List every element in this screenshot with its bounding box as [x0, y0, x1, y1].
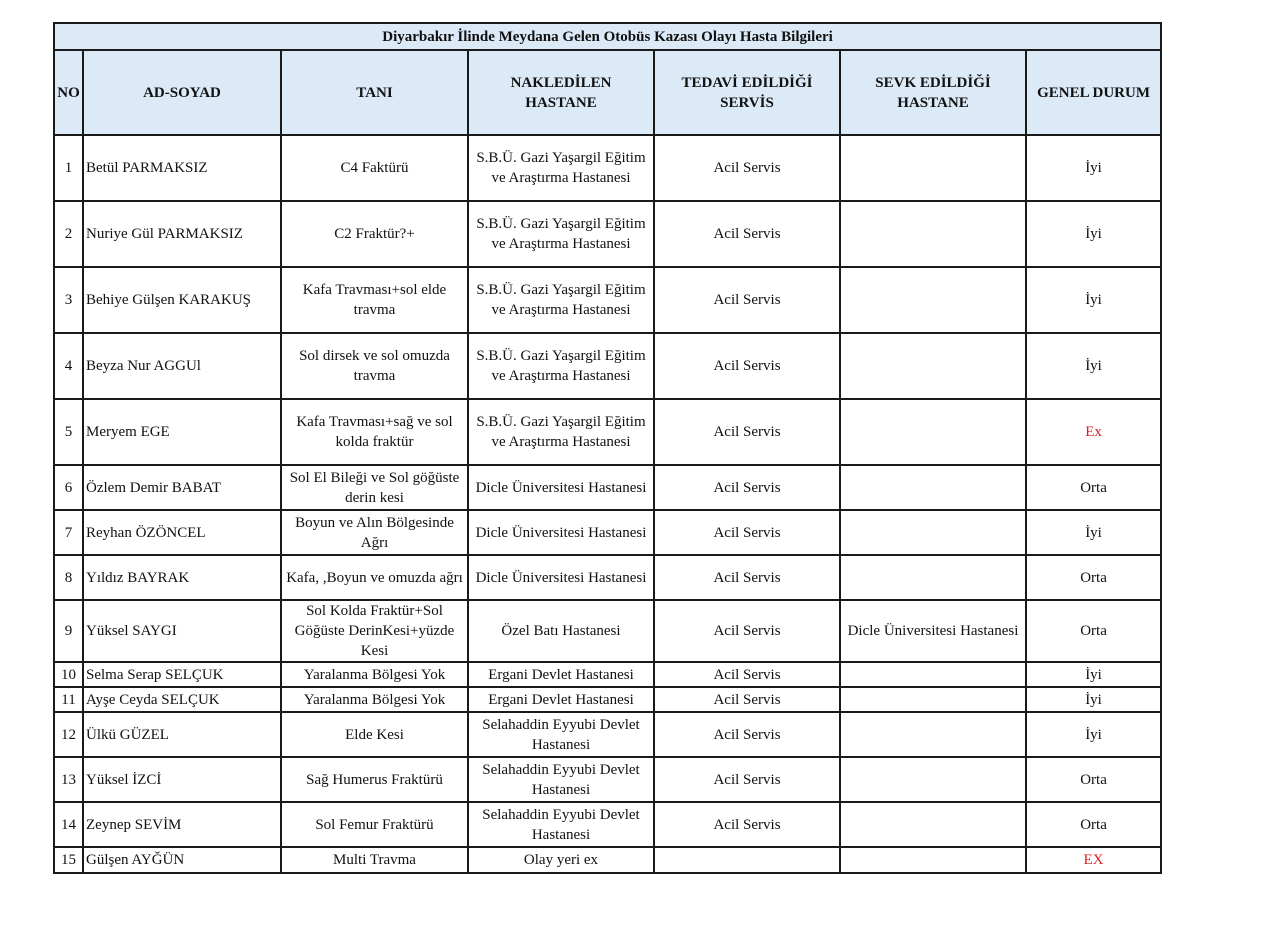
- table-row: [54, 399, 1161, 465]
- table-row: [54, 687, 1161, 712]
- cell-service: Acil Servis: [654, 600, 840, 662]
- cell-referred: [840, 757, 1026, 802]
- table-row: [54, 757, 1161, 802]
- cell-name: Özlem Demir BABAT: [83, 465, 281, 510]
- cell-no: 13: [54, 757, 83, 802]
- cell-diagnosis: Sağ Humerus Fraktürü: [281, 757, 468, 802]
- cell-referred: [840, 802, 1026, 847]
- cell-diagnosis: Yaralanma Bölgesi Yok: [281, 687, 468, 712]
- cell-name: Betül PARMAKSIZ: [83, 135, 281, 201]
- cell-service: Acil Servis: [654, 201, 840, 267]
- cell-no: 7: [54, 510, 83, 555]
- cell-hospital: S.B.Ü. Gazi Yaşargil Eğitim ve Araştırma Hastanesi: [468, 201, 654, 267]
- cell-diagnosis: Kafa Travması+sağ ve sol kolda fraktür: [281, 399, 468, 465]
- header-row: [54, 50, 1161, 135]
- cell-name: Ülkü GÜZEL: [83, 712, 281, 757]
- cell-name: Ayşe Ceyda SELÇUK: [83, 687, 281, 712]
- cell-status: İyi: [1026, 510, 1161, 555]
- cell-service: Acil Servis: [654, 802, 840, 847]
- cell-hospital: Olay yeri ex: [468, 847, 654, 873]
- cell-hospital: Selahaddin Eyyubi Devlet Hastanesi: [468, 802, 654, 847]
- cell-service: Acil Servis: [654, 399, 840, 465]
- header-referred-label: SEVK EDİLDİĞİ HASTANE: [875, 74, 991, 111]
- cell-no: 2: [54, 201, 83, 267]
- cell-hospital: Dicle Üniversitesi Hastanesi: [468, 555, 654, 600]
- cell-referred: [840, 555, 1026, 600]
- cell-service: Acil Servis: [654, 687, 840, 712]
- cell-no: 9: [54, 600, 83, 662]
- cell-hospital: S.B.Ü. Gazi Yaşargil Eğitim ve Araştırma Hastanesi: [468, 333, 654, 399]
- cell-no: 3: [54, 267, 83, 333]
- cell-referred: [840, 267, 1026, 333]
- cell-no: 11: [54, 687, 83, 712]
- cell-referred: [840, 662, 1026, 687]
- cell-referred: [840, 465, 1026, 510]
- table-row: [54, 600, 1161, 662]
- cell-status: Orta: [1026, 555, 1161, 600]
- title-row: [54, 23, 1161, 50]
- header-service-label: TEDAVİ EDİLDİĞİ SERVİS: [681, 74, 813, 111]
- cell-service: Acil Servis: [654, 555, 840, 600]
- table-row: [54, 662, 1161, 687]
- cell-name: Selma Serap SELÇUK: [83, 662, 281, 687]
- cell-no: 14: [54, 802, 83, 847]
- cell-hospital: Dicle Üniversitesi Hastanesi: [468, 465, 654, 510]
- cell-status: Orta: [1026, 465, 1161, 510]
- cell-service: Acil Servis: [654, 712, 840, 757]
- cell-diagnosis: Multi Travma: [281, 847, 468, 873]
- cell-hospital: Dicle Üniversitesi Hastanesi: [468, 510, 654, 555]
- cell-no: 6: [54, 465, 83, 510]
- cell-no: 5: [54, 399, 83, 465]
- cell-no: 4: [54, 333, 83, 399]
- table-row: [54, 267, 1161, 333]
- table-row: [54, 465, 1161, 510]
- cell-hospital: Özel Batı Hastanesi: [468, 600, 654, 662]
- cell-hospital: Selahaddin Eyyubi Devlet Hastanesi: [468, 712, 654, 757]
- header-status: GENEL DURUM: [1026, 50, 1161, 135]
- cell-hospital: Ergani Devlet Hastanesi: [468, 687, 654, 712]
- cell-status: Orta: [1026, 757, 1161, 802]
- cell-diagnosis: Sol Kolda Fraktür+Sol Göğüste DerinKesi+yüzde Kesi: [281, 600, 468, 662]
- header-service: [654, 50, 840, 135]
- patient-table: [53, 22, 1162, 874]
- cell-no: 10: [54, 662, 83, 687]
- cell-status: İyi: [1026, 333, 1161, 399]
- cell-status: İyi: [1026, 662, 1161, 687]
- cell-referred: [840, 712, 1026, 757]
- table-row: [54, 510, 1161, 555]
- cell-name: Gülşen AYĞÜN: [83, 847, 281, 873]
- header-hospital-label: NAKLEDİLEN HASTANE: [510, 74, 612, 111]
- cell-hospital: S.B.Ü. Gazi Yaşargil Eğitim ve Araştırma Hastanesi: [468, 267, 654, 333]
- cell-name: Yüksel SAYGI: [83, 600, 281, 662]
- header-name: AD-SOYAD: [83, 50, 281, 135]
- cell-name: Nuriye Gül PARMAKSIZ: [83, 201, 281, 267]
- cell-no: 8: [54, 555, 83, 600]
- cell-service: [654, 847, 840, 873]
- header-diagnosis: TANI: [281, 50, 468, 135]
- cell-diagnosis: Elde Kesi: [281, 712, 468, 757]
- cell-name: Reyhan ÖZÖNCEL: [83, 510, 281, 555]
- cell-diagnosis: Sol dirsek ve sol omuzda travma: [281, 333, 468, 399]
- cell-referred: [840, 510, 1026, 555]
- cell-no: 15: [54, 847, 83, 873]
- cell-hospital: Selahaddin Eyyubi Devlet Hastanesi: [468, 757, 654, 802]
- cell-diagnosis: Kafa Travması+sol elde travma: [281, 267, 468, 333]
- cell-status: Orta: [1026, 600, 1161, 662]
- cell-hospital: Ergani Devlet Hastanesi: [468, 662, 654, 687]
- table-body: [54, 135, 1161, 873]
- cell-diagnosis: Kafa, ,Boyun ve omuzda ağrı: [281, 555, 468, 600]
- cell-status: İyi: [1026, 201, 1161, 267]
- cell-diagnosis: Yaralanma Bölgesi Yok: [281, 662, 468, 687]
- cell-no: 12: [54, 712, 83, 757]
- cell-diagnosis: C2 Fraktür?+: [281, 201, 468, 267]
- cell-name: Yüksel İZCİ: [83, 757, 281, 802]
- cell-status: İyi: [1026, 712, 1161, 757]
- cell-referred: [840, 135, 1026, 201]
- cell-diagnosis: C4 Faktürü: [281, 135, 468, 201]
- header-no: NO: [54, 50, 83, 135]
- cell-status: Orta: [1026, 802, 1161, 847]
- cell-service: Acil Servis: [654, 510, 840, 555]
- cell-status: İyi: [1026, 135, 1161, 201]
- cell-referred: Dicle Üniversitesi Hastanesi: [840, 600, 1026, 662]
- cell-referred: [840, 333, 1026, 399]
- cell-status: EX: [1026, 847, 1161, 873]
- cell-service: Acil Servis: [654, 662, 840, 687]
- table-row: [54, 712, 1161, 757]
- cell-service: Acil Servis: [654, 465, 840, 510]
- header-hospital: [468, 50, 654, 135]
- cell-name: Beyza Nur AGGUl: [83, 333, 281, 399]
- cell-service: Acil Servis: [654, 757, 840, 802]
- cell-diagnosis: Boyun ve Alın Bölgesinde Ağrı: [281, 510, 468, 555]
- cell-referred: [840, 201, 1026, 267]
- cell-diagnosis: Sol Femur Fraktürü: [281, 802, 468, 847]
- table-row: [54, 333, 1161, 399]
- cell-hospital: S.B.Ü. Gazi Yaşargil Eğitim ve Araştırma Hastanesi: [468, 135, 654, 201]
- table-row: [54, 135, 1161, 201]
- cell-hospital: S.B.Ü. Gazi Yaşargil Eğitim ve Araştırma Hastanesi: [468, 399, 654, 465]
- table-row: [54, 555, 1161, 600]
- cell-no: 1: [54, 135, 83, 201]
- cell-name: Yıldız BAYRAK: [83, 555, 281, 600]
- cell-name: Meryem EGE: [83, 399, 281, 465]
- header-referred: [840, 50, 1026, 135]
- table-row: [54, 201, 1161, 267]
- cell-name: Zeynep SEVİM: [83, 802, 281, 847]
- cell-status: Ex: [1026, 399, 1161, 465]
- cell-name: Behiye Gülşen KARAKUŞ: [83, 267, 281, 333]
- cell-service: Acil Servis: [654, 267, 840, 333]
- cell-status: İyi: [1026, 687, 1161, 712]
- cell-service: Acil Servis: [654, 135, 840, 201]
- cell-referred: [840, 399, 1026, 465]
- cell-referred: [840, 847, 1026, 873]
- table-row: [54, 847, 1161, 873]
- cell-status: İyi: [1026, 267, 1161, 333]
- cell-diagnosis: Sol El Bileği ve Sol göğüste derin kesi: [281, 465, 468, 510]
- table-title: Diyarbakır İlinde Meydana Gelen Otobüs Kazası Olayı Hasta Bilgileri: [54, 23, 1161, 50]
- table-row: [54, 802, 1161, 847]
- cell-service: Acil Servis: [654, 333, 840, 399]
- cell-referred: [840, 687, 1026, 712]
